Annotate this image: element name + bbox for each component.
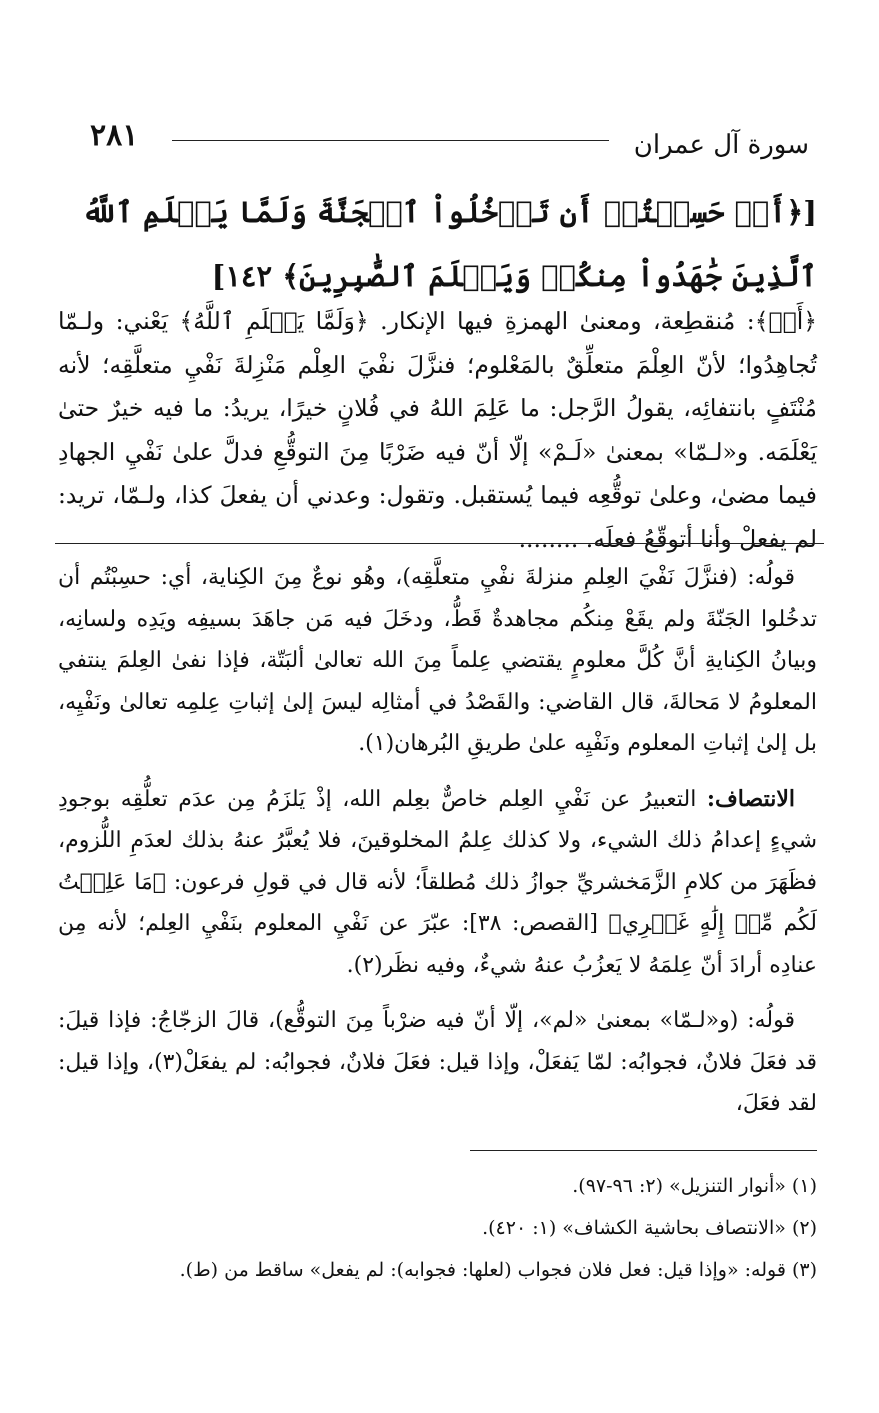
surah-name: سورة آل عمران (633, 130, 809, 160)
running-header (80, 118, 809, 174)
gloss-paragraph-1: قولُه: (فنزَّلَ نَفْيَ العِلمِ منزلةَ نفْيِ متعلَّقِه)، وهُو نوعٌ مِنَ الكِناية، أي: حسِبْتُم أن تدخُلوا الجَنّةَ ولم يقَعْ مِنكُم مجاهدةٌ قَطُّ، ودخَلَ فيه مَن جاهَدَ بسيفِه ويَدِه ولسانِه، وبيانُ الكِنايةِ أنَّ كُلَّ معلومٍ يقتضي عِلماً مِنَ الله تعالىٰ ألبَتّة، فإذا نفىٰ العِلمَ ينتفي المعلومُ لا مَحالةَ، قال القاضي: والقَصْدُ في أمثالِه ليسَ إلىٰ إثباتِ عِلمِه تعالىٰ ونَفْيِه، بل إلىٰ إثباتِ المعلوم ونَفْيِه علىٰ طريقِ البُرهان(١). (58, 565, 817, 756)
main-commentary: ﴿أَمۡ﴾: مُنقطِعة، ومعنىٰ الهمزةِ فيها الإنكار. ﴿وَلَمَّا يَعۡلَمِ ٱللَّهُ﴾ يَعْني: ولـمّا تُجاهِدُوا؛ لأنّ العِلْمَ متعلِّقٌ بالمَعْلوم؛ فنزَّلَ نفْيَ العِلْم مَنْزِلةَ نَفْيِ متعلَّقِه؛ لأنه مُنْتَفٍ بانتفائِه، يقولُ الرَّجل: ما عَلِمَ اللهُ في فُلانٍ خيرًا، يريدُ: ما فيه خيرٌ حتىٰ يَعْلَمَه. و«لـمّا» بمعنىٰ «لَـمْ» إلّا أنّ فيه ضَرْبًا مِنَ التوقُّعِ فدلَّ علىٰ نَفْيِ الجهادِ فيما مضىٰ، وعلىٰ توقُّعِه فيما يُستقبل. وتقول: وعدني أن يفعلَ كذا، ولـمّا، تريد: لم يفعلْ وأنا أتوقّعُ فعلَه. ........ (58, 307, 817, 553)
gloss-section (58, 557, 817, 1125)
page-number: ٢٨١ (90, 118, 139, 153)
gloss-paragraph-3: قولُه: (و«لـمّا» بمعنىٰ «لم»، إلّا أنّ فيه ضرْباً مِنَ التوقُّع)، قالَ الزجّاجُ: فإذا قيلَ: قد فعَلَ فلانٌ، فجوابُه: لمّا يَفعَلْ، وإذا قيل: فعَلَ فلانٌ، فجوابُه: لم يفعَلْ(٣)، وإذا قيل: لقد فعَلَ، (58, 1008, 817, 1116)
gloss-paragraph-2 (58, 779, 817, 987)
footnote-1: (١) «أنوار التنزيل» (٢: ٩٦-٩٧). (572, 1175, 817, 1197)
header-rule (172, 140, 609, 141)
footnote-rule (470, 1150, 817, 1151)
footnotes (58, 1165, 817, 1291)
footnote-3: (٣) قوله: «وإذا قيل: فعل فلان فجواب (لعلها: فجوابه): لم يفعل» ساقط من (ط). (179, 1259, 817, 1281)
quran-verse: [﴿أَمۡ حَسِبۡتُمۡ أَن تَدۡخُلُواْ ٱلۡجَنَّةَ وَلَمَّا يَعۡلَمِ ٱللَّهُ ٱلَّذِينَ جَٰهَدُواْ مِنكُمۡ وَيَعۡلَمَ ٱلصَّٰبِرِينَ﴾ ١٤٢] (81, 195, 817, 293)
gloss-paragraph-2-lead: الانتصاف: (706, 785, 795, 812)
gloss-paragraph-2-body: التعبيرُ عن نَفْيِ العِلم خاصٌّ بعِلم الله، إذْ يَلزَمُ مِن عدَم تعلُّقِه بوجودِ شيءٍ إعدامُ ذلك الشيء، ولا كذلك عِلمُ المخلوقينَ، فلا يُعبَّرُ عنهُ بذلك لعدَمِ اللُّزوم، فظَهَرَ من كلامِ الزَّمَخشريِّ جوازُ ذلك مُطلقاً؛ لأنه قال في قولِ فرعون: ﴿مَا عَلِمۡتُ لَكُم مِّنۡ إِلَٰهٍ غَيۡرِي﴾ [القصص: ٣٨]: عبّرَ عن نَفْيِ المعلوم بنَفْيِ العِلم؛ لأنه مِن عنادِه أرادَ أنّ عِلمَهُ لا يَعزُبُ عنهُ شيءٌ، وفيه نظَر(٢). (58, 786, 817, 978)
section-divider (55, 543, 824, 544)
footnote-2: (٢) «الانتصاف بحاشية الكشاف» (١: ٤٢٠). (482, 1217, 817, 1239)
